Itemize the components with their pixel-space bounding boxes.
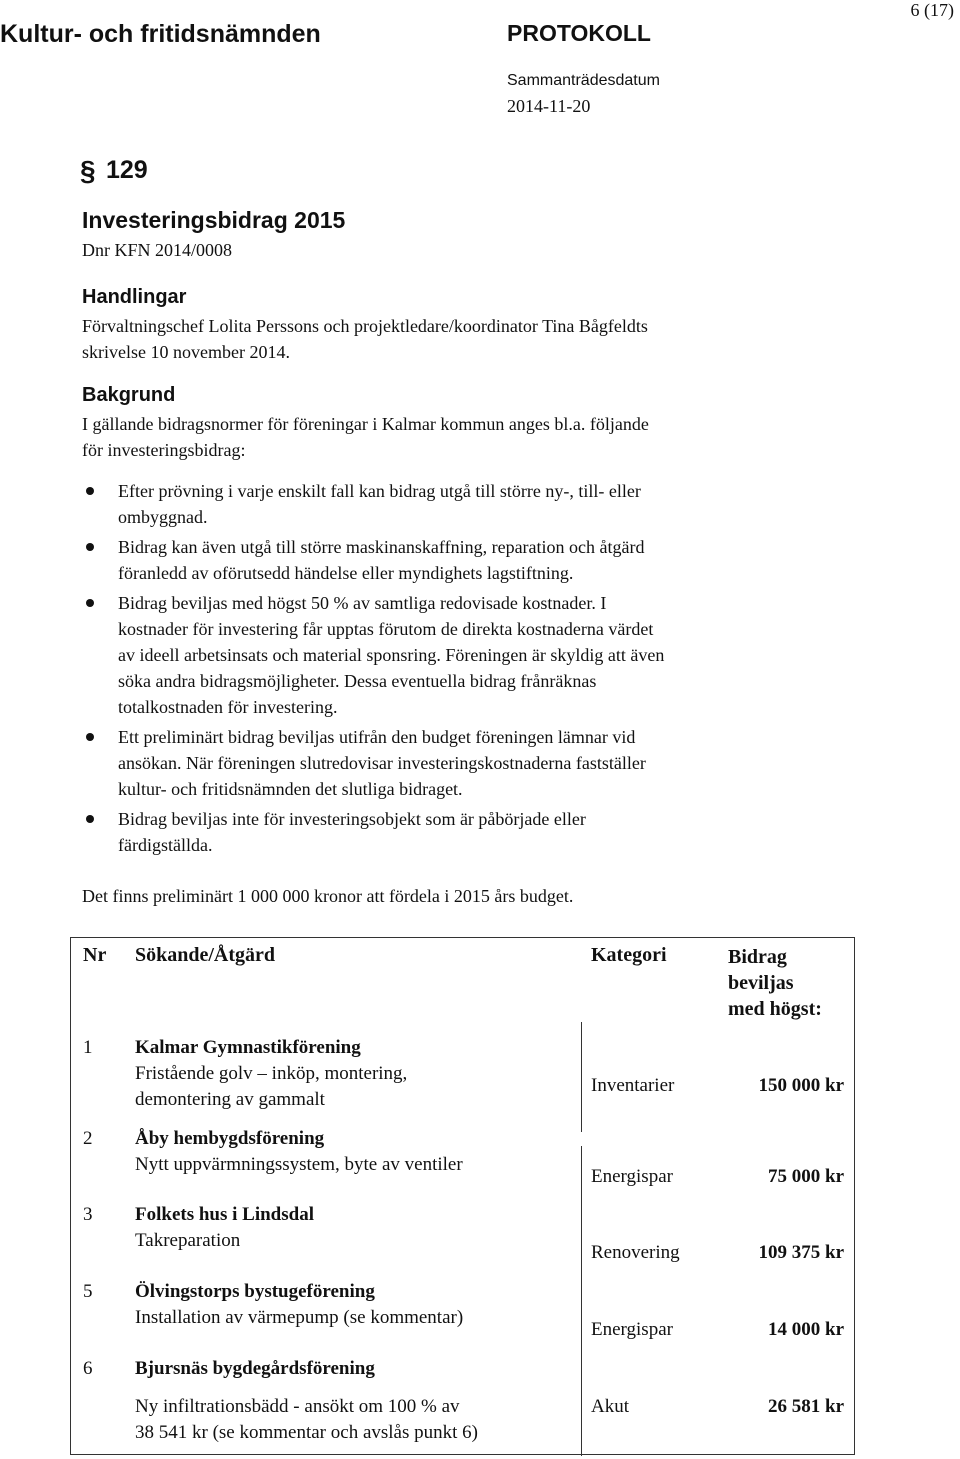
applicant-name: Bjursnäs bygdegårdsförening bbox=[135, 1358, 375, 1379]
row-category: Inventarier bbox=[591, 1075, 675, 1096]
applicant-description: Ny infiltrationsbädd - ansökt om 100 % av bbox=[135, 1396, 460, 1417]
applicant-description: demontering av gammalt bbox=[135, 1089, 325, 1110]
row-nr: 6 bbox=[83, 1358, 93, 1379]
bakgrund-line: för investeringsbidrag: bbox=[82, 440, 246, 460]
applicant-description: Installation av värmepump (se kommentar) bbox=[135, 1307, 464, 1328]
applicant-description: Takreparation bbox=[135, 1230, 241, 1251]
bullet-icon bbox=[86, 543, 94, 551]
row-amount: 14 000 kr bbox=[768, 1319, 844, 1340]
column-header-nr: Nr bbox=[83, 944, 107, 966]
row-amount: 75 000 kr bbox=[768, 1166, 844, 1187]
page-number: 6 (17) bbox=[910, 0, 954, 20]
applicant-name: Ölvingstorps bystugeförening bbox=[135, 1281, 375, 1302]
meeting-date: 2014-11-20 bbox=[507, 96, 591, 116]
list-item: Bidrag beviljas inte för investeringsobjekt som är påbörjade eller färdigställda. bbox=[82, 806, 782, 858]
applicant-description: Fristående golv – inköp, montering, bbox=[135, 1063, 408, 1084]
row-category: Energispar bbox=[591, 1319, 673, 1340]
column-header-applicant: Sökande/Åtgärd bbox=[135, 944, 276, 966]
grant-table bbox=[70, 937, 855, 1455]
applicant-description: Nytt uppvärmningssystem, byte av ventiler bbox=[135, 1154, 463, 1175]
row-amount: 109 375 kr bbox=[758, 1242, 844, 1263]
committee-name: Kultur- och fritidsnämnden bbox=[0, 20, 321, 48]
document-type: PROTOKOLL bbox=[507, 20, 651, 46]
row-amount: 150 000 kr bbox=[758, 1075, 844, 1096]
handlingar-line: skrivelse 10 november 2014. bbox=[82, 342, 290, 362]
bullet-icon bbox=[86, 733, 94, 741]
column-header-category: Kategori bbox=[591, 944, 667, 966]
row-nr: 2 bbox=[83, 1128, 93, 1149]
row-category: Renovering bbox=[591, 1242, 680, 1263]
row-nr: 1 bbox=[83, 1037, 93, 1058]
paragraph-number: 129 bbox=[106, 156, 148, 184]
handlingar-line: Förvaltningschef Lolita Perssons och projektledare/koordinator Tina Bågfeldts bbox=[82, 316, 648, 336]
paragraph-sign: § bbox=[80, 155, 96, 186]
table-divider bbox=[581, 1022, 582, 1132]
applicant-description: 38 541 kr (se kommentar och avslås punkt 6) bbox=[135, 1422, 478, 1443]
applicant-name: Åby hembygdsförening bbox=[135, 1128, 325, 1149]
handlingar-heading: Handlingar bbox=[82, 286, 187, 308]
bakgrund-heading: Bakgrund bbox=[82, 384, 176, 406]
rules-list bbox=[82, 478, 782, 862]
row-nr: 5 bbox=[83, 1281, 93, 1302]
meeting-date-label: Sammanträdesdatum bbox=[507, 72, 660, 89]
list-item: Ett preliminärt bidrag beviljas utifrån den budget föreningen lämnar vid ansökan. När föreningen slutredovisar investeringskostnaderna fastställer kultur- och fritidsnämnden det slutliga bidraget. bbox=[82, 724, 782, 802]
column-header-amount: Bidrag beviljas med högst: bbox=[728, 946, 822, 1020]
diary-number: Dnr KFN 2014/0008 bbox=[82, 240, 233, 260]
table-divider bbox=[581, 1246, 582, 1456]
applicant-name: Kalmar Gymnastikförening bbox=[135, 1037, 361, 1058]
list-item: Bidrag kan även utgå till större maskinanskaffning, reparation och åtgärd föranledd av oförutsedd händelse eller myndighets lagstiftning. bbox=[82, 534, 782, 586]
section-title: Investeringsbidrag 2015 bbox=[82, 207, 346, 233]
row-nr: 3 bbox=[83, 1204, 93, 1225]
budget-summary: Det finns preliminärt 1 000 000 kronor att fördela i 2015 års budget. bbox=[82, 886, 574, 906]
row-category: Akut bbox=[591, 1396, 629, 1417]
bullet-icon bbox=[86, 487, 94, 495]
bullet-icon bbox=[86, 599, 94, 607]
bullet-icon bbox=[86, 815, 94, 823]
applicant-name: Folkets hus i Lindsdal bbox=[135, 1204, 314, 1225]
row-category: Energispar bbox=[591, 1166, 673, 1187]
bakgrund-line: I gällande bidragsnormer för föreningar i Kalmar kommun anges bl.a. följande bbox=[82, 414, 649, 434]
list-item: Efter prövning i varje enskilt fall kan bidrag utgå till större ny-, till- eller ombyggnad. bbox=[82, 478, 782, 530]
row-amount: 26 581 kr bbox=[768, 1396, 844, 1417]
table-divider bbox=[581, 1146, 582, 1248]
list-item: Bidrag beviljas med högst 50 % av samtliga redovisade kostnader. I kostnader för investering får upptas förutom de direkta kostnaderna värdet av ideell arbetsinsats och material sponsring. Föreningen är skyldig att även söka andra bidragsmöjligheter. Dessa eventuella bidrag frånräknas totalkostnaden för investering. bbox=[82, 590, 782, 720]
